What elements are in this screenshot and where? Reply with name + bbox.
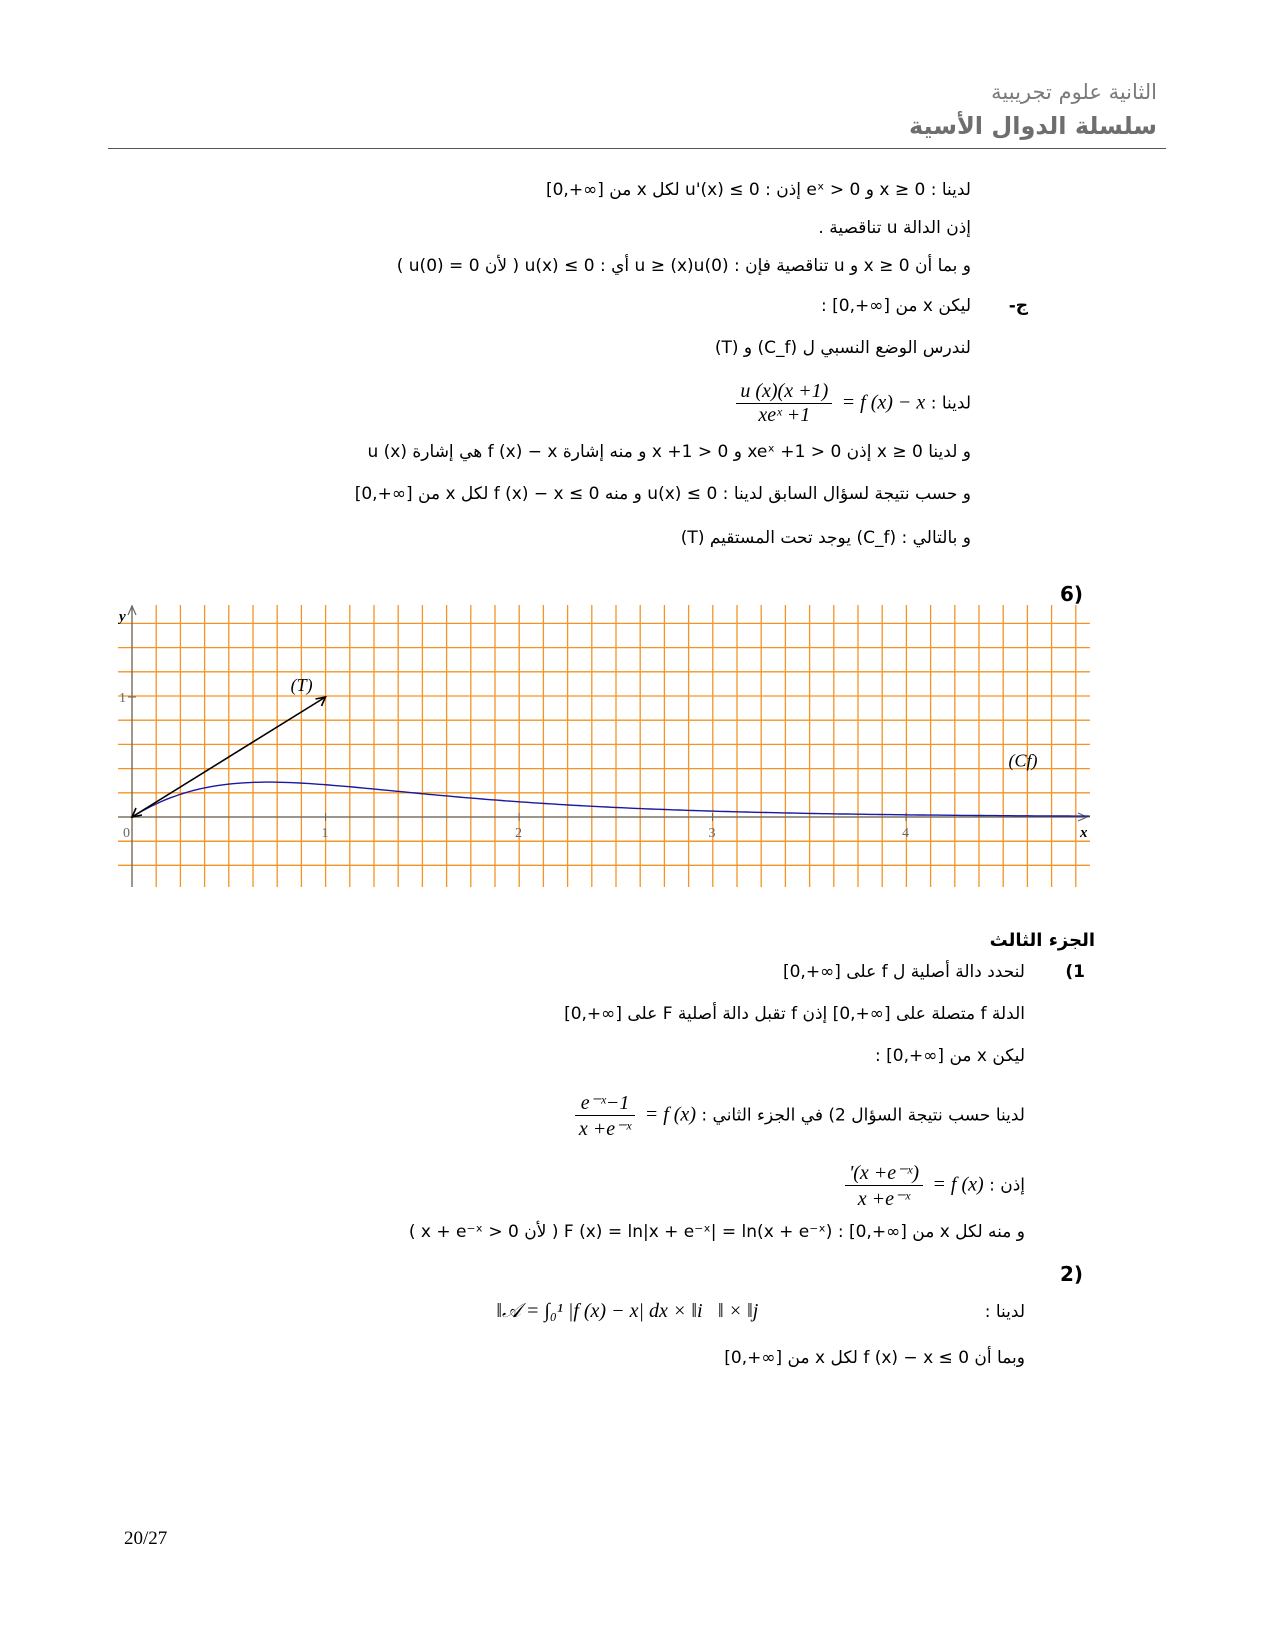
question-6-label: (6 bbox=[1059, 582, 1083, 606]
text-line-5: لندرس الوضع النسبي ل (C_f) و (T) bbox=[714, 338, 971, 358]
fraction-3 bbox=[845, 1160, 923, 1211]
x-axis-label: x bbox=[1080, 825, 1088, 841]
part3-line-4 bbox=[571, 1090, 1025, 1141]
part3-line-8: وبما أن 0 ≥ f (x) − x لكل x من [∞+,0] bbox=[724, 1348, 1025, 1368]
function-graph bbox=[118, 605, 1090, 887]
text-line-1: لدينا : 0 ≤ x و 0 < eˣ إذن : 0 ≥ (x)'u لكل x من [∞+,0] bbox=[545, 180, 971, 200]
part3-line-7-prefix: لدينا : bbox=[984, 1302, 1025, 1322]
label-t: (T) bbox=[290, 675, 313, 695]
part3-line-3: ليكن x من [∞+,0] : bbox=[875, 1046, 1025, 1066]
fraction-1 bbox=[736, 380, 832, 427]
fraction-1-denominator: xeˣ +1 bbox=[758, 404, 811, 426]
equation-lhs-2: f (x) = bbox=[644, 1103, 696, 1126]
part3-line-6: و منه لكل x من [∞+,0] : F (x) = ln|x + e⁻ˣ| = ln(x + e⁻ˣ) ( لأن 0 < x + e⁻ˣ ) bbox=[408, 1222, 1025, 1242]
text-line-9: و بالتالي : (C_f) يوجد تحت المستقيم (T) bbox=[680, 528, 971, 548]
header-divider bbox=[108, 148, 1166, 149]
text-line-2: إذن الدالة u تناقصية . bbox=[818, 218, 971, 238]
y-tick-label: 1 bbox=[119, 691, 126, 706]
text-line-6-prefix: لدينا : bbox=[930, 393, 971, 414]
x-tick-label: 3 bbox=[708, 826, 716, 841]
part3-line-1: لنحدد دالة أصلية ل f على [∞+,0] bbox=[782, 962, 1025, 982]
text-line-7: و لدينا 0 ≤ x إذن 0 < 1+ xeˣ و 0 < 1+ x و منه إشارة f (x) − x هي إشارة (x) u bbox=[367, 442, 971, 462]
x-tick-label: 4 bbox=[902, 826, 909, 841]
equation-lhs: f (x) − x = bbox=[841, 391, 926, 414]
text-line-6 bbox=[732, 380, 971, 427]
fraction-1-numerator: (x +1)u (x) bbox=[736, 380, 832, 404]
text-line-8: و حسب نتيجة لسؤال السابق لدينا : 0 ≥ (x)u و منه 0 ≥ f (x) − x لكل x من [∞+,0] bbox=[354, 484, 971, 504]
part3-line-2: الدلة f متصلة على [∞+,0] إذن f تقبل دالة أصلية F على [∞+,0] bbox=[564, 1004, 1025, 1024]
fraction-2 bbox=[575, 1090, 635, 1141]
page-number: 20/27 bbox=[124, 1528, 168, 1549]
fraction-2-denominator: x +e⁻ˣ bbox=[578, 1118, 632, 1140]
x-tick-label: 2 bbox=[515, 826, 522, 841]
text-line-4: ليكن x من [∞+,0] : bbox=[821, 296, 971, 316]
header-series-title: سلسلة الدوال الأسية bbox=[908, 112, 1157, 140]
question-2-label: (2 bbox=[1059, 1262, 1083, 1286]
x-tick-label: 0 bbox=[123, 826, 130, 841]
x-tick-label: 1 bbox=[321, 826, 329, 841]
part-3-title: الجزء الثالث bbox=[989, 930, 1095, 951]
y-axis-label: y bbox=[119, 609, 126, 625]
question-1-number: 1) bbox=[1065, 962, 1085, 982]
fraction-2-numerator: 1−e⁻ˣ bbox=[575, 1090, 635, 1116]
item-label-jim: ج- bbox=[1008, 296, 1028, 316]
fraction-3-denominator: x +e⁻ˣ bbox=[857, 1188, 911, 1210]
header-level: الثانية علوم تجريبية bbox=[991, 80, 1157, 104]
text-line-3: و بما أن 0 ≤ x و u تناقصية فإن : (0)u ≥ (x)u أي : 0 ≥ (x)u ( لأن 0 = (0)u ) bbox=[396, 256, 971, 276]
curve-cf bbox=[132, 782, 1090, 817]
label-cf: (Cf) bbox=[1008, 750, 1038, 771]
part3-line-4-prefix: لدينا حسب نتيجة السؤال 2) في الجزء الثاني : bbox=[701, 1105, 1025, 1126]
equation-lhs-3: f (x) = bbox=[932, 1173, 984, 1196]
part3-line-5 bbox=[841, 1160, 1025, 1211]
part3-line-5-prefix: إذن : bbox=[989, 1175, 1025, 1196]
part3-line-7 bbox=[496, 1300, 1025, 1323]
fraction-3-numerator: (x +e⁻ˣ)' bbox=[845, 1160, 923, 1186]
area-integral-formula: 𝒜 = ∫₀¹ |f (x) − x| dx × ‖i⃗‖ × ‖j⃗‖ bbox=[496, 1300, 774, 1322]
